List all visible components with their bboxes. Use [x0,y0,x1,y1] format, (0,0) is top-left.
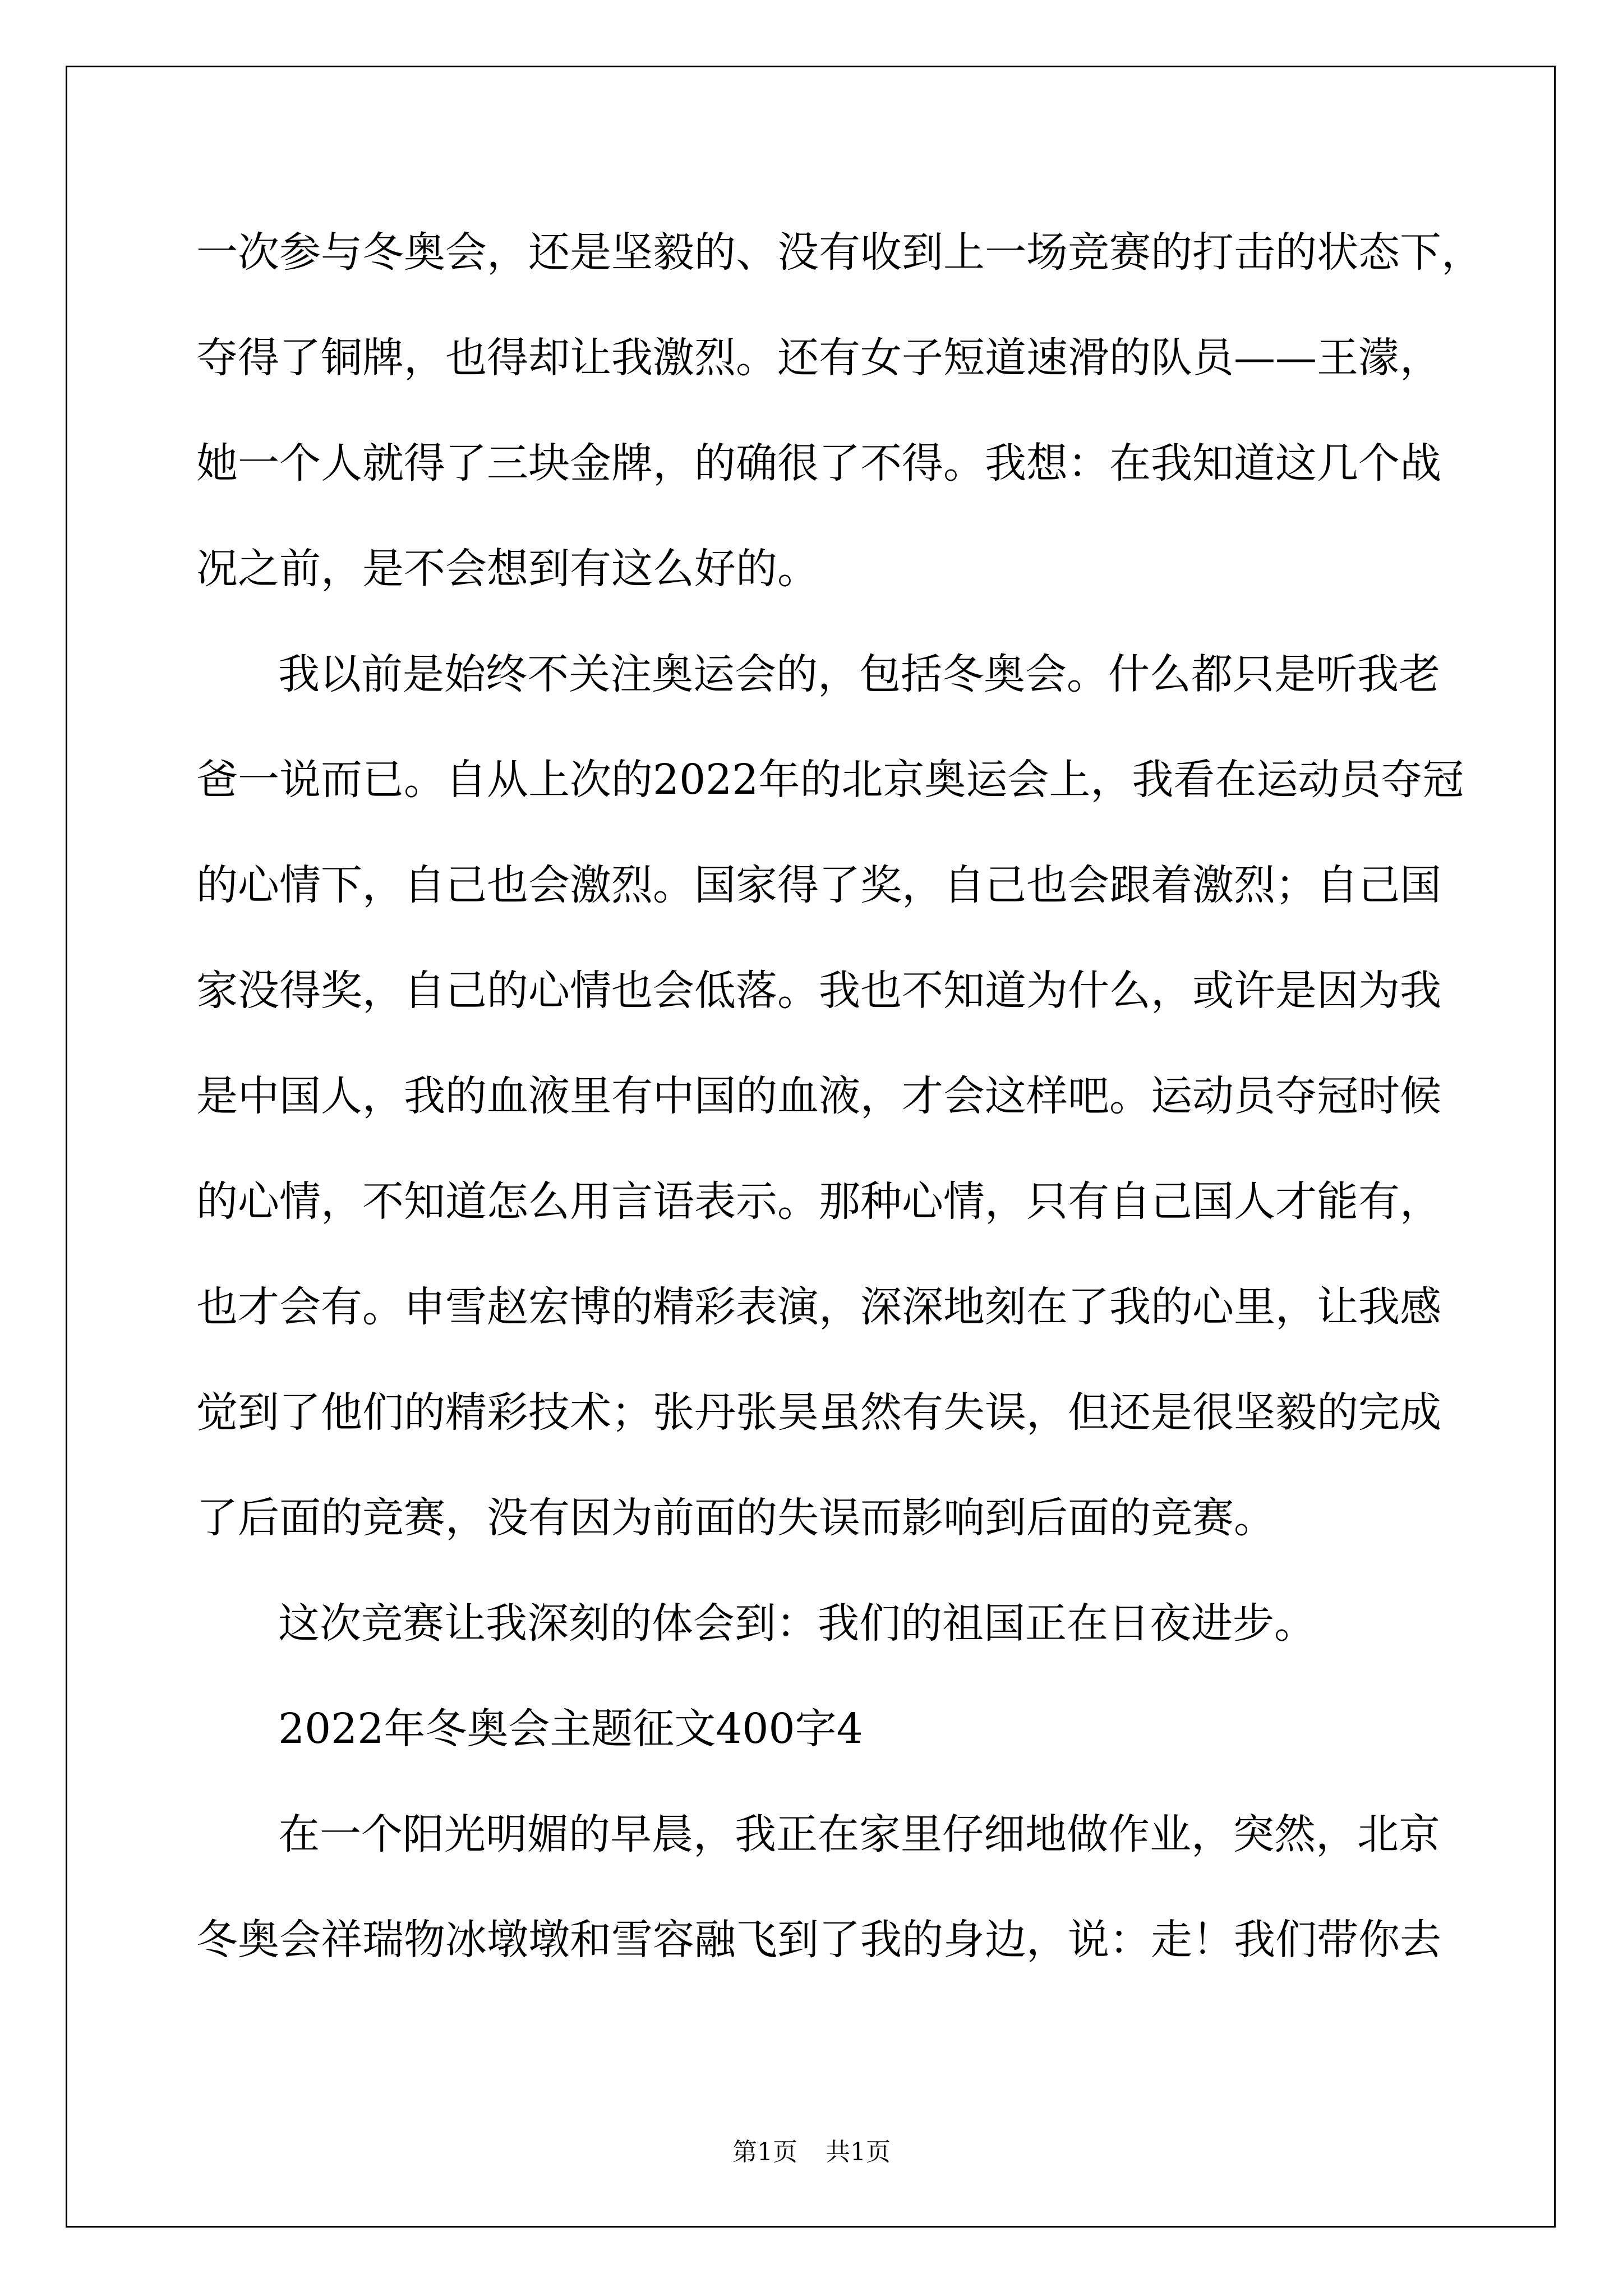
section-heading: 2022年冬奥会主题征文400字4 [278,1705,863,1753]
paragraph-first-line: 我以前是始终不关注奥运会的，包括冬奥会。什么都只是听我老 [278,650,1440,698]
paragraph-first-line: 这次竞赛让我深刻的体会到：我们的祖国正在日夜进步。 [278,1599,1316,1648]
paragraph-first-line: 在一个阳光明媚的早晨，我正在家里仔细地做作业，突然，北京 [278,1810,1440,1858]
text-line: 是中国人，我的血液里有中国的血液，才会这样吧。运动员夺冠时候 [196,1072,1441,1120]
page-number: 第1页 [732,2138,797,2166]
text-line: 也才会有。申雪赵宏博的精彩表演，深深地刻在了我的心里，让我感 [196,1283,1441,1331]
page-footer [0,2136,1623,2169]
text-line: 的心情下，自己也会激烈。国家得了奖，自己也会跟着激烈；自己国 [196,861,1441,909]
text-line: 了后面的竞赛，没有因为前面的失误而影响到后面的竞赛。 [196,1494,1275,1542]
text-line: 夺得了铜牌，也得却让我激烈。还有女子短道速滑的队员——王濛， [196,334,1441,382]
text-line: 觉到了他们的精彩技术；张丹张昊虽然有失误，但还是很坚毅的完成 [196,1388,1441,1437]
text-line: 她一个人就得了三块金牌，的确很了不得。我想：在我知道这几个战 [196,439,1441,487]
page-total: 共1页 [826,2138,891,2166]
text-line: 的心情，不知道怎么用言语表示。那种心情，只有自己国人才能有， [196,1177,1441,1226]
text-line: 爸一说而已。自从上次的2022年的北京奥运会上，我看在运动员夺冠 [196,756,1464,804]
text-line: 况之前，是不会想到有这么好的。 [196,545,819,593]
text-line: 冬奥会祥瑞物冰墩墩和雪容融飞到了我的身边，说：走！我们带你去 [196,1916,1441,1964]
text-line: 家没得奖，自己的心情也会低落。我也不知道为什么，或许是因为我 [196,967,1441,1015]
text-line: 一次参与冬奥会，还是坚毅的、没有收到上一场竞赛的打击的状态下， [196,228,1483,277]
